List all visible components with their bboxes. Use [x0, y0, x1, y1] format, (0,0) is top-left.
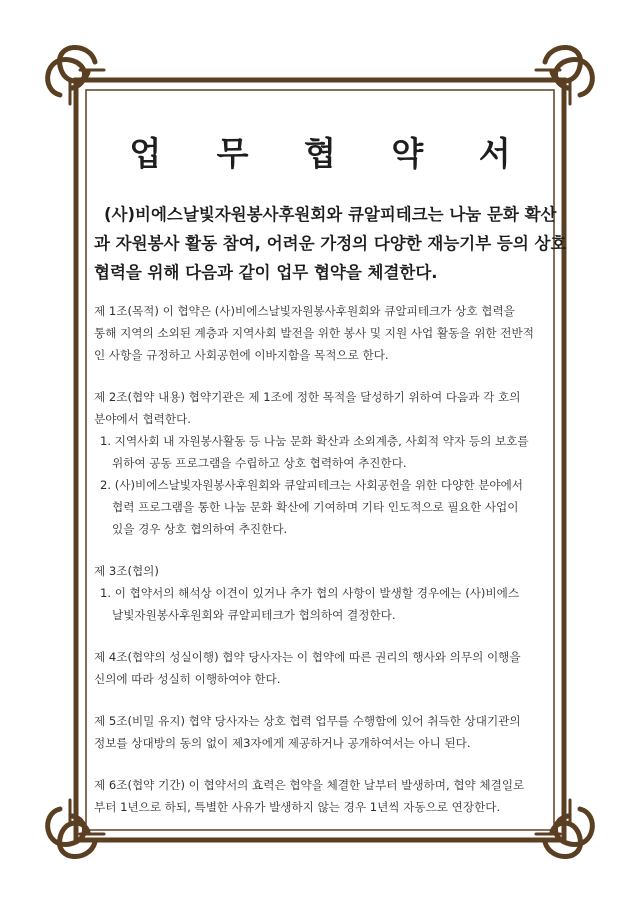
article-line: 제 4조(협약의 성실이행) 협약 당사자는 이 협약에 따른 권리의 행사와 의무의 이행을	[94, 650, 521, 664]
article-line: 분야에서 협력한다.	[94, 412, 191, 426]
article-line: 통해 지역의 소외된 계층과 지역사회 발전을 위한 봉사 및 지원 사업 활동을 위한 전반적	[94, 326, 534, 340]
article-line: 제 1조(목적) 이 협약은 (사)비에스날빛자원봉사후원회와 큐알피테크가 상호 협력을	[94, 304, 515, 318]
item-line: 1. 이 협약서의 해석상 이견이 있거나 추가 협의 사항이 발생할 경우에는 (사)비에스	[100, 586, 520, 600]
item-line: 위하여 공동 프로그램을 수립하고 상호 협력하여 추진한다.	[112, 456, 407, 470]
lead-line: (사)비에스날빛자원봉사후원회와 큐알피테크는 나눔 문화 확산	[104, 205, 557, 224]
lead-line: 협력을 위해 다음과 같이 업무 협약을 체결한다.	[94, 263, 438, 282]
article-heading: 제 3조(협의)	[94, 564, 159, 578]
article-line: 제 2조(협약 내용) 협약기관은 제 1조에 정한 목적을 달성하기 위하여 다음과 각 호의	[94, 390, 521, 404]
article-3	[94, 560, 564, 626]
item-line: 협력 프로그램을 통한 나눔 문화 확산에 기여하며 기타 인도적으로 필요한 사업이	[112, 500, 519, 514]
lead-paragraph	[94, 200, 570, 287]
item-line: 있을 경우 상호 협의하여 추진한다.	[112, 522, 288, 536]
article-6	[94, 774, 564, 818]
item-line: 날빛자원봉사후원회와 큐알피테크가 협의하여 결정한다.	[112, 608, 396, 622]
article-4	[94, 646, 564, 690]
document-title: 업 무 협 약 서	[129, 134, 533, 173]
article-2-item-1	[94, 430, 564, 474]
article-line: 인 사항을 규정하고 사회공헌에 이바지함을 목적으로 한다.	[94, 348, 389, 362]
article-5	[94, 710, 564, 754]
article-line: 제 5조(비밀 유지) 협약 당사자는 상호 협력 업무를 수행함에 있어 취득한 상대기관의	[94, 714, 521, 728]
article-line: 신의에 따라 성실히 이행하여야 한다.	[94, 672, 281, 686]
article-line: 정보를 상대방의 동의 없이 제3자에게 제공하거나 공개하여서는 아니 된다.	[94, 736, 471, 750]
document-body	[94, 300, 564, 838]
article-1	[94, 300, 564, 366]
article-line: 제 6조(협약 기간) 이 협약서의 효력은 협약을 체결한 날부터 발생하며, 협약 체결일로	[94, 778, 525, 792]
item-line: 1. 지역사회 내 자원봉사활동 등 나눔 문화 확산과 소외계층, 사회적 약자 등의 보호를	[100, 434, 529, 448]
item-line: 2. (사)비에스날빛자원봉사후원회와 큐알피테크는 사회공헌을 위한 다양한 분야에서	[100, 478, 524, 492]
article-2	[94, 386, 564, 540]
lead-line: 과 자원봉사 활동 참여, 어려운 가정의 다양한 재능기부 등의 상호	[94, 234, 567, 253]
article-line: 부터 1년으로 하되, 특별한 사유가 발생하지 않는 경우 1년씩 자동으로 연장한다.	[94, 800, 501, 814]
article-3-item-1	[94, 582, 564, 626]
article-2-item-2	[94, 474, 564, 540]
